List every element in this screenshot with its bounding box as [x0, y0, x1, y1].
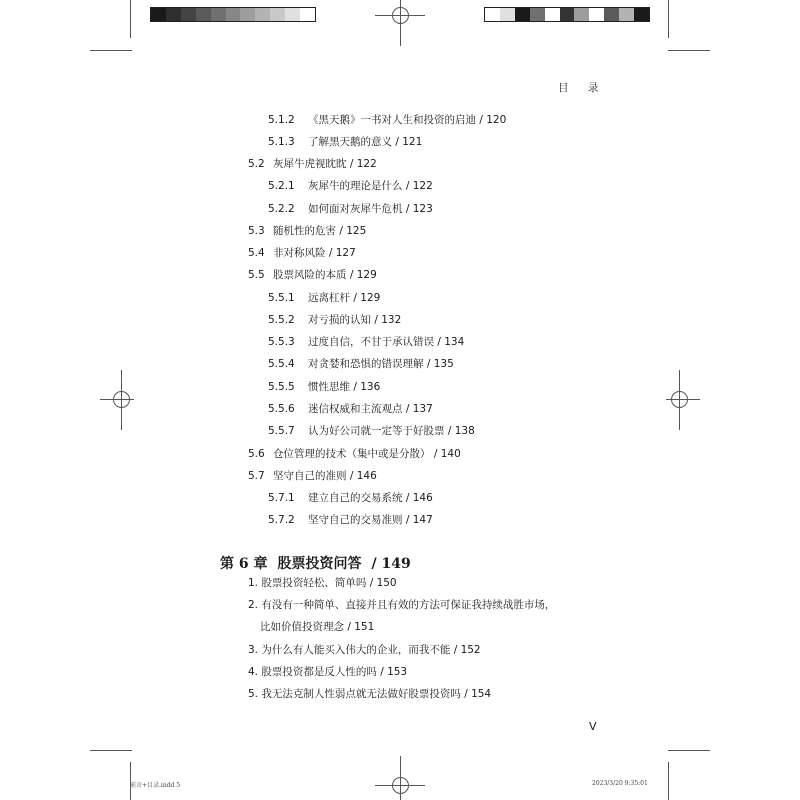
qa-entry[interactable]: 4. 股票投资都是反人性的吗 / 153: [248, 666, 408, 678]
color-swatch: [619, 8, 634, 21]
toc-entry[interactable]: [268, 335, 464, 349]
crop-mark-bl-h: [90, 750, 132, 751]
toc-entry-title: 建立自己的交易系统 / 146: [308, 492, 433, 504]
toc-entry[interactable]: [248, 469, 377, 483]
toc-entry[interactable]: [248, 157, 377, 171]
toc-entry[interactable]: [268, 424, 475, 438]
toc-entry-title: 远离杠杆 / 129: [308, 292, 381, 304]
toc-entry-number: 5.5.1: [268, 292, 295, 304]
toc-entry-number: 5.5.6: [268, 403, 295, 415]
toc-entry-title: 坚守自己的交易准则 / 147: [308, 514, 433, 526]
color-swatch: [285, 8, 300, 21]
qa-entry-continuation[interactable]: 比如价值投资理念 / 151: [260, 621, 375, 633]
toc-entry-title: 非对称风险 / 127: [273, 247, 356, 259]
toc-entry-title: 股票风险的本质 / 129: [273, 269, 377, 281]
toc-entry-number: 5.1.3: [268, 136, 295, 148]
toc-entry-title: 灰犀牛虎视眈眈 / 122: [273, 158, 377, 170]
color-swatch: [151, 8, 166, 21]
crop-mark-tr-v: [668, 0, 669, 38]
color-swatch: [300, 8, 315, 21]
toc-entry-title: 了解黑天鹅的意义 / 121: [308, 136, 423, 148]
color-swatch: [240, 8, 255, 21]
toc-entry[interactable]: [268, 291, 380, 305]
color-swatch: [604, 8, 619, 21]
toc-entry[interactable]: [268, 491, 433, 505]
running-header: 目 录: [558, 82, 607, 94]
toc-entry-number: 5.1.2: [268, 114, 295, 126]
color-swatch: [560, 8, 575, 21]
color-swatch: [574, 8, 589, 21]
toc-entry[interactable]: [268, 179, 433, 193]
color-bar-left: [150, 7, 316, 22]
toc-entry[interactable]: [268, 513, 433, 527]
registration-mark-bottom-circle: [392, 777, 409, 794]
toc-entry-number: 5.6: [248, 448, 265, 460]
toc-entry-number: 5.5.5: [268, 381, 295, 393]
toc-entry-number: 5.7: [248, 470, 265, 482]
toc-entry-title: 随机性的危害 / 125: [273, 225, 367, 237]
chapter-title: 股票投资问答: [277, 556, 362, 572]
color-swatch: [255, 8, 270, 21]
toc-entry[interactable]: [268, 402, 433, 416]
toc-entry-title: 对贪婪和恐惧的错误理解 / 135: [308, 358, 454, 370]
color-swatch: [270, 8, 285, 21]
toc-entry[interactable]: [268, 202, 433, 216]
qa-entry[interactable]: 2. 有没有一种简单、直接并且有效的方法可保证我持续战胜市场，: [248, 599, 556, 611]
toc-entry-title: 灰犀牛的理论是什么 / 122: [308, 180, 433, 192]
color-swatch: [545, 8, 560, 21]
toc-entry-number: 5.2.2: [268, 203, 295, 215]
toc-entry-number: 5.5.7: [268, 425, 295, 437]
toc-entry[interactable]: [268, 380, 380, 394]
toc-entry[interactable]: [248, 268, 377, 282]
color-swatch: [196, 8, 211, 21]
color-swatch: [500, 8, 515, 21]
qa-entry[interactable]: 5. 我无法克制人性弱点就无法做好股票投资吗 / 154: [248, 688, 492, 700]
toc-entry-title: 坚守自己的准则 / 146: [273, 470, 377, 482]
toc-entry-number: 5.5.2: [268, 314, 295, 326]
crop-mark-br-h: [668, 750, 710, 751]
color-swatch: [166, 8, 181, 21]
chapter-label: 第 6 章: [220, 556, 268, 572]
page-number: V: [589, 720, 597, 733]
crop-mark-tl-v: [130, 0, 131, 38]
toc-entry-title: 认为好公司就一定等于好股票 / 138: [308, 425, 475, 437]
toc-entry-title: 《黑天鹅》一书对人生和投资的启迪 / 120: [308, 114, 507, 126]
toc-entry-title: 如何面对灰犀牛危机 / 123: [308, 203, 433, 215]
crop-mark-tr-h: [668, 50, 710, 51]
toc-entry-title: 对亏损的认知 / 132: [308, 314, 402, 326]
color-swatch: [181, 8, 196, 21]
chapter-page: / 149: [371, 556, 411, 572]
toc-entry-number: 5.2: [248, 158, 265, 170]
color-swatch: [226, 8, 241, 21]
toc-entry-title: 惯性思维 / 136: [308, 381, 381, 393]
qa-entry[interactable]: 1. 股票投资轻松、简单吗 / 150: [248, 577, 397, 589]
color-swatch: [515, 8, 530, 21]
toc-entry-number: 5.2.1: [268, 180, 295, 192]
toc-entry-title: 仓位管理的技术（集中或是分散） / 140: [273, 448, 461, 460]
color-swatch: [589, 8, 604, 21]
toc-entry[interactable]: [268, 357, 454, 371]
toc-entry-number: 5.5: [248, 269, 265, 281]
toc-entry-number: 5.4: [248, 247, 265, 259]
toc-entry[interactable]: [268, 313, 401, 327]
toc-entry-number: 5.7.1: [268, 492, 295, 504]
toc-entry[interactable]: [268, 135, 422, 149]
toc-entry[interactable]: [268, 113, 506, 127]
toc-entry-number: 5.7.2: [268, 514, 295, 526]
slug-filename: 前言+目录.indd 5: [130, 782, 181, 789]
registration-mark-right-circle: [671, 391, 688, 408]
qa-entry[interactable]: 3. 为什么有人能买入伟大的企业，而我不能 / 152: [248, 644, 481, 656]
slug-timestamp: 2023/3/20 9:35:01: [592, 780, 648, 787]
toc-entry-number: 5.3: [248, 225, 265, 237]
toc-entry[interactable]: [248, 246, 356, 260]
toc-entry-number: 5.5.4: [268, 358, 295, 370]
toc-entry[interactable]: [248, 224, 366, 238]
color-swatch: [211, 8, 226, 21]
registration-mark-top-circle: [392, 7, 409, 24]
toc-entry[interactable]: [248, 447, 461, 461]
crop-mark-br-v: [668, 762, 669, 800]
toc-entry-title: 过度自信，不甘于承认错误 / 134: [308, 336, 465, 348]
toc-entry-number: 5.5.3: [268, 336, 295, 348]
chapter-heading[interactable]: [220, 553, 421, 573]
toc-entry-title: 迷信权威和主流观点 / 137: [308, 403, 433, 415]
crop-mark-tl-h: [90, 50, 132, 51]
registration-mark-left-circle: [113, 391, 130, 408]
color-bar-right: [484, 7, 650, 22]
color-swatch: [530, 8, 545, 21]
color-swatch: [485, 8, 500, 21]
color-swatch: [634, 8, 649, 21]
